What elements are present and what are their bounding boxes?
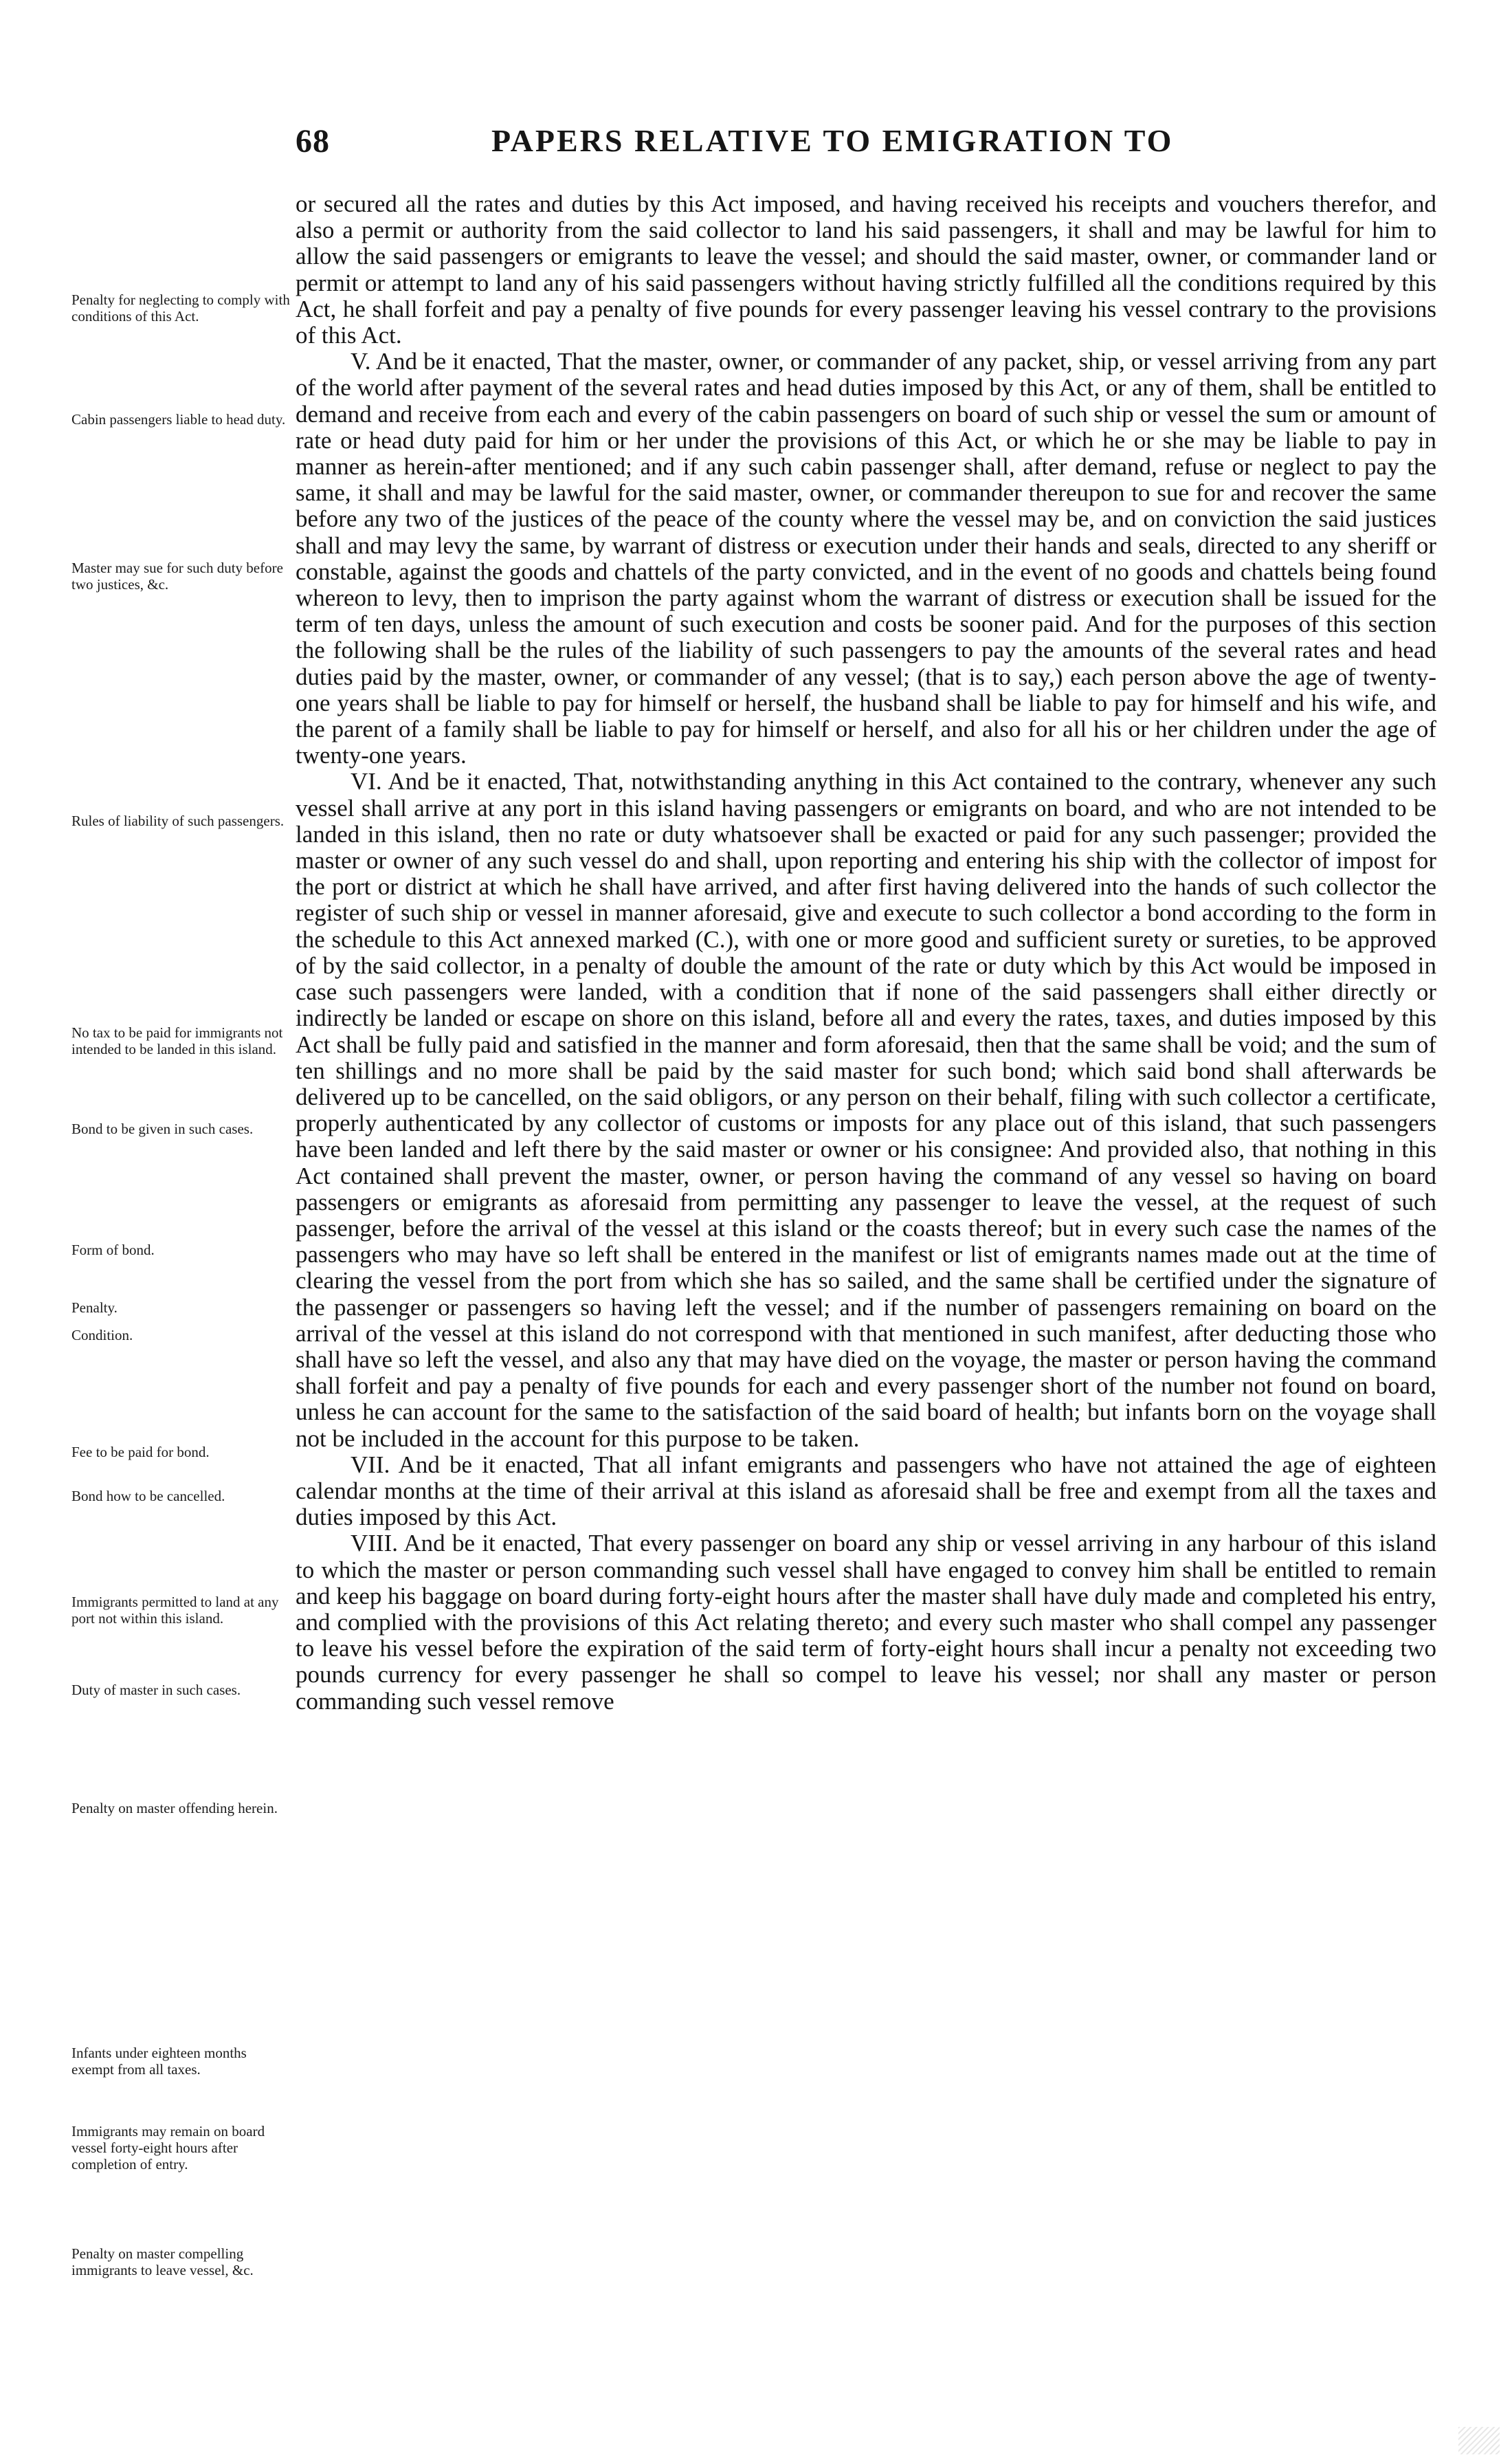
margin-note: Condition. xyxy=(71,1327,133,1343)
margin-note: Bond how to be cancelled. xyxy=(71,1488,225,1504)
margin-note: Form of bond. xyxy=(71,1242,155,1258)
page-title: PAPERS RELATIVE TO EMIGRATION TO xyxy=(491,123,1174,158)
margin-note: Immigrants permitted to land at any port not within this island. xyxy=(71,1594,279,1627)
margin-note: Infants under eighteen months exempt from all taxes. xyxy=(71,2045,247,2078)
margin-note: Penalty. xyxy=(71,1299,118,1316)
scan-artifact xyxy=(1458,2427,1500,2454)
section-v-paragraph: V. And be it enacted, That the master, owner, or commander of any packet, ship, or vessel arriving from any part of the world after payment of the several rates and head duties imposed by this Act, or any of them, shall be entitled to demand and receive from each and every of the cabin passengers on board of such ship or vessel the sum or amount of rate or head duty paid for him or her under the provisions of this Act, or which he or she may be liable to pay in manner as herein-after mentioned; and if any such cabin passenger shall, after demand, refuse or neglect to pay the same, it shall and may be lawful for the said master, owner, or commander thereupon to sue for and recover the same before any two of the justices of the peace of the county where the vessel may be, and on conviction the said justices shall and may levy the same, by warrant of distress or execution under their hands and seals, directed to any sheriff or constable, against the goods and chattels of the party convicted, and in the event of no goods and chattels being found whereon to levy, then to imprison the party against whom the warrant of distress or execution shall be issued for the term of ten days, unless the amount of such execution and costs be sooner paid. And for the purposes of this section the following shall be the rules of the liability of such passengers to pay the amounts of the several rates and head duties paid by the master, owner, or commander of any vessel; (that is to say,) each person above the age of twenty-one years shall be liable to pay for himself or herself, the husband shall be liable to pay for himself and his wife, and the parent of a family shall be liable to pay for himself or herself, and also for all his or her children under the age of twenty-one years. xyxy=(296,348,1437,769)
margin-note: No tax to be paid for immigrants not intended to be landed in this island. xyxy=(71,1024,283,1057)
section-viii-paragraph: VIII. And be it enacted, That every passenger on board any ship or vessel arriving in any harbour of this island to which the master or person commanding such vessel shall have engaged to convey him shall be entitled to remain and keep his baggage on board during forty-eight hours after the master shall have duly made and completed his entry, and complied with the provisions of this Act relating thereto; and every such master who shall compel any passenger to leave his vessel before the expiration of the said term of forty-eight hours shall incur a penalty not exceeding two pounds currency for every passenger he shall so compel to leave his vessel; nor shall any master or person commanding such vessel remove xyxy=(296,1530,1436,1715)
margin-note: Immigrants may remain on board vessel forty-eight hours after completion of entry. xyxy=(71,2123,265,2172)
margin-note: Bond to be given in such cases. xyxy=(71,1121,254,1137)
body-paragraph: or secured all the rates and duties by this Act imposed, and having received his receipts and vouchers therefor, and also a permit or authority from the said collector to land his said passengers, it shall and may be lawful for him to allow the said passengers or emigrants to leave the vessel; and should the said master, owner, or commander land or permit or attempt to land any of his said passengers without having strictly fulfilled all the conditions required by this Act, he shall forfeit and pay a penalty of five pounds for every passenger leaving his vessel contrary to the provisions of this Act. xyxy=(296,190,1436,349)
margin-note: Penalty on master offending herein. xyxy=(71,1800,278,1816)
section-vii-paragraph: VII. And be it enacted, That all infant emigrants and passengers who have not attained the age of eighteen calendar months at the time of their arrival at this island as aforesaid shall be free and exempt from all the taxes and duties imposed by this Act. xyxy=(296,1451,1436,1531)
margin-note: Penalty for neglecting to comply with conditions of this Act. xyxy=(71,292,290,324)
page-number: 68 xyxy=(296,123,330,160)
margin-note: Penalty on master compelling immigrants to leave vessel, &c. xyxy=(71,2245,254,2278)
margin-note: Rules of liability of such passengers. xyxy=(71,813,285,829)
margin-note: Cabin passengers liable to head duty. xyxy=(71,411,286,428)
running-head xyxy=(296,122,1436,170)
section-vi-paragraph: VI. And be it enacted, That, notwithstanding anything in this Act contained to the contrary, whenever any such vessel shall arrive at any port in this island having passengers or emigrants on board, and who are not intended to be landed in this island, then no rate or duty whatsoever shall be exacted or paid for any such passenger; provided the master or owner of any such vessel do and shall, upon reporting and entering his ship with the collector of impost for the port or district at which he shall have arrived, and after first having delivered into the hands of such collector the register of such ship or vessel in manner aforesaid, give and execute to such collector a bond according to the form in the schedule to this Act annexed marked (C.), with one or more good and sufficient surety or sureties, to be approved of by the said collector, in a penalty of double the amount of the rate or duty which by this Act would be imposed in case such passengers were landed, with a condition that if none of the said passengers shall either directly or indirectly be landed or escape on shore on this island, before all and every the rates, taxes, and duties imposed by this Act shall be fully paid and satisfied in the manner and form aforesaid, then that the same shall be void; and the sum of ten shillings and no more shall be paid by the said master for such bond; which said bond shall afterwards be delivered up to be cancelled, on the said obligors, or any person on their behalf, filing with such collector a certificate, properly authenticated by any collector of customs or imposts for any place out of this island, that such passengers have been landed and left there by the said master or owner or his consignee: And provided also, that nothing in this Act contained shall prevent the master, owner, or person having the command of any vessel so having on board passengers or emigrants as aforesaid from permitting any passenger to leave the vessel, at the request of such passenger, before the arrival of the vessel at this island or the coasts thereof; but in every such case the names of the passengers who may have so left shall be entered in the manifest or list of emigrants names made out at the time of clearing the vessel from the port from which she has so sailed, and the same shall be certified under the signature of the passenger or passengers so having left the vessel; and if the number of passengers remaining on board on the arrival of the vessel at this island do not correspond with that mentioned in such manifest, after deducting those who shall have so left the vessel, and also any that may have died on the voyage, the master or person having the command shall forfeit and pay a penalty of five pounds for each and every passenger short of the number not found on board, unless he can account for the same to the satisfaction of the said board of health; but infants born on the voyage shall not be included in the account for this purpose to be taken. xyxy=(296,768,1436,1452)
margin-note: Fee to be paid for bond. xyxy=(71,1444,210,1460)
body-text xyxy=(296,191,1436,1715)
margin-note: Master may sue for such duty before two justices, &c. xyxy=(71,560,283,593)
margin-note: Duty of master in such cases. xyxy=(71,1682,241,1698)
